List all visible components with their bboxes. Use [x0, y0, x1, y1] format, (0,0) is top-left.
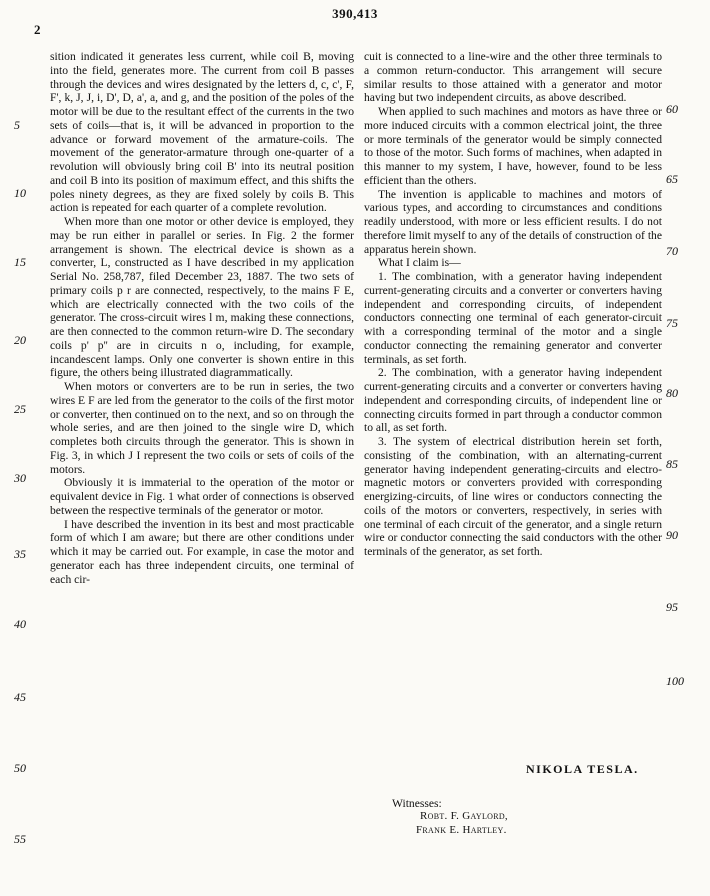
line-number: 60 [666, 102, 678, 116]
paragraph: Obviously it is immaterial to the operation of the motor or equivalent device in Fig. 1 what order of connections is observed between the respective terminals of the generator or motor. [50, 476, 354, 517]
line-number: 75 [666, 316, 678, 330]
paragraph: The invention is applicable to machines and motors of various types, and according to circumstances and conditions readily understood, with more or less efficient results. I do not therefore limit myself to any of the details of construction of the apparatus herein shown. [364, 187, 662, 256]
line-number: 100 [666, 674, 684, 688]
line-number: 20 [14, 333, 26, 347]
inventor-signature: NIKOLA TESLA. [526, 762, 639, 776]
line-number: 10 [14, 186, 26, 200]
page-number: 2 [34, 22, 41, 37]
line-number: 45 [14, 690, 26, 704]
paragraph: When motors or converters are to be run in series, the two wires E F are led from the generator to the coils of the first motor or converter, then continued on to the next, and so on through the whole series, and are then joined to the single wire D, which completes both circuits through the generator. This is shown in Fig. 3, in which J I represent the two coils or sets of coils of the motors. [50, 380, 354, 476]
line-number: 15 [14, 255, 26, 269]
claims-heading: What I claim is— [378, 256, 461, 270]
line-number: 25 [14, 402, 26, 416]
claim: 3. The system of electrical distribution herein set forth, consisting of the combination, with an alternating-current generator having independent generating-circuits and electro-magnetic motors or converters provided with corresponding energizing-circuits, of line wires or conductors connecting the coils of the motors or converters, respectively, in series with one terminal of each circuit of the generator, and a single return wire or conductor connecting the said conductors with the other terminals of the generator, as set forth. [364, 435, 662, 558]
left-column [50, 50, 354, 586]
line-number: 85 [666, 457, 678, 471]
line-number: 80 [666, 386, 678, 400]
line-number: 40 [14, 617, 26, 631]
line-number: 90 [666, 528, 678, 542]
line-number: 95 [666, 600, 678, 614]
line-number: 50 [14, 761, 26, 775]
witnesses-label: Witnesses: [392, 797, 442, 810]
line-number: 65 [666, 172, 678, 186]
right-column [364, 50, 662, 559]
line-number: 30 [14, 471, 26, 485]
paragraph: When more than one motor or other device is employed, they may be run either in parallel or series. In Fig. 2 the former arrangement is shown. The electrical device is shown as a converter, L, constructed as I have described in my application Serial No. 258,787, filed December 23, 1887. The two sets of primary coils p r are connected, respectively, to the mains F E, which are electrically connected with the two coils of the generator. The cross-circuit wires l m, making these connections, are then connected to the common return-wire D. The secondary coils p' p'' are in circuits n o, including, for example, incandescent lamps. Only one converter is shown entire in this figure, the others being illustrated diagrammatically. [50, 215, 354, 380]
line-number: 55 [14, 832, 26, 846]
paragraph: cuit is connected to a line-wire and the other three terminals to a common return-conductor. This arrangement will secure similar results to those attained with a generator and motor having but two independent circuits, as above described. [364, 50, 662, 105]
paragraph: sition indicated it generates less current, while coil B, moving into the field, generates more. The current from coil B passes through the devices and wires designated by the letters d, c, c', F, F', k, J, J, i, D', D, a', a, and g, and the position of the poles of the motor will be due to the resultant effect of the currents in the two sets of coils—that is, it will be advanced in proportion to the advance or forward movement of the armature-coils. The movement of the generator-armature through one-quarter of a revolution will obviously bring coil B' into its neutral position and coil B into its position of maximum effect, and this shifts the poles ninety degrees, as they are fixed solely by coils B. This action is repeated for each quarter of a complete revolution. [50, 50, 354, 215]
paragraph: When applied to such machines and motors as have three or more induced circuits with a common electrical joint, the three or more terminals of the generator would be simply connected to those of the motor. Such forms of machines, when adapted in this manner to my system, I have, however, found to be less efficient than the others. [364, 105, 662, 187]
claim: 2. The combination, with a generator having independent current-generating circuits and a converter or converters having independent and corresponding circuits, of independent line or connecting circuits formed in part through a conductor common to all, as set forth. [364, 366, 662, 435]
patent-number: 390,413 [332, 6, 378, 21]
witness-name: Robt. F. Gaylord, [420, 810, 508, 822]
witness-name: Frank E. Hartley. [416, 824, 507, 836]
claim: 1. The combination, with a generator having independent current-generating circuits and a converter or converters having independent and corresponding circuits, of independent conductors connecting one terminal of each generator-circuit with a corresponding terminal of the motor and a single conductor connecting the remaining generator and converter terminals, as set forth. [364, 270, 662, 366]
line-number: 5 [14, 118, 20, 132]
line-number: 35 [14, 547, 26, 561]
line-number: 70 [666, 244, 678, 258]
paragraph: I have described the invention in its best and most practicable form of which I am aware; but there are other conditions under which it may be carried out. For example, in case the motor and generator each has three independent circuits, one terminal of each cir- [50, 517, 354, 586]
